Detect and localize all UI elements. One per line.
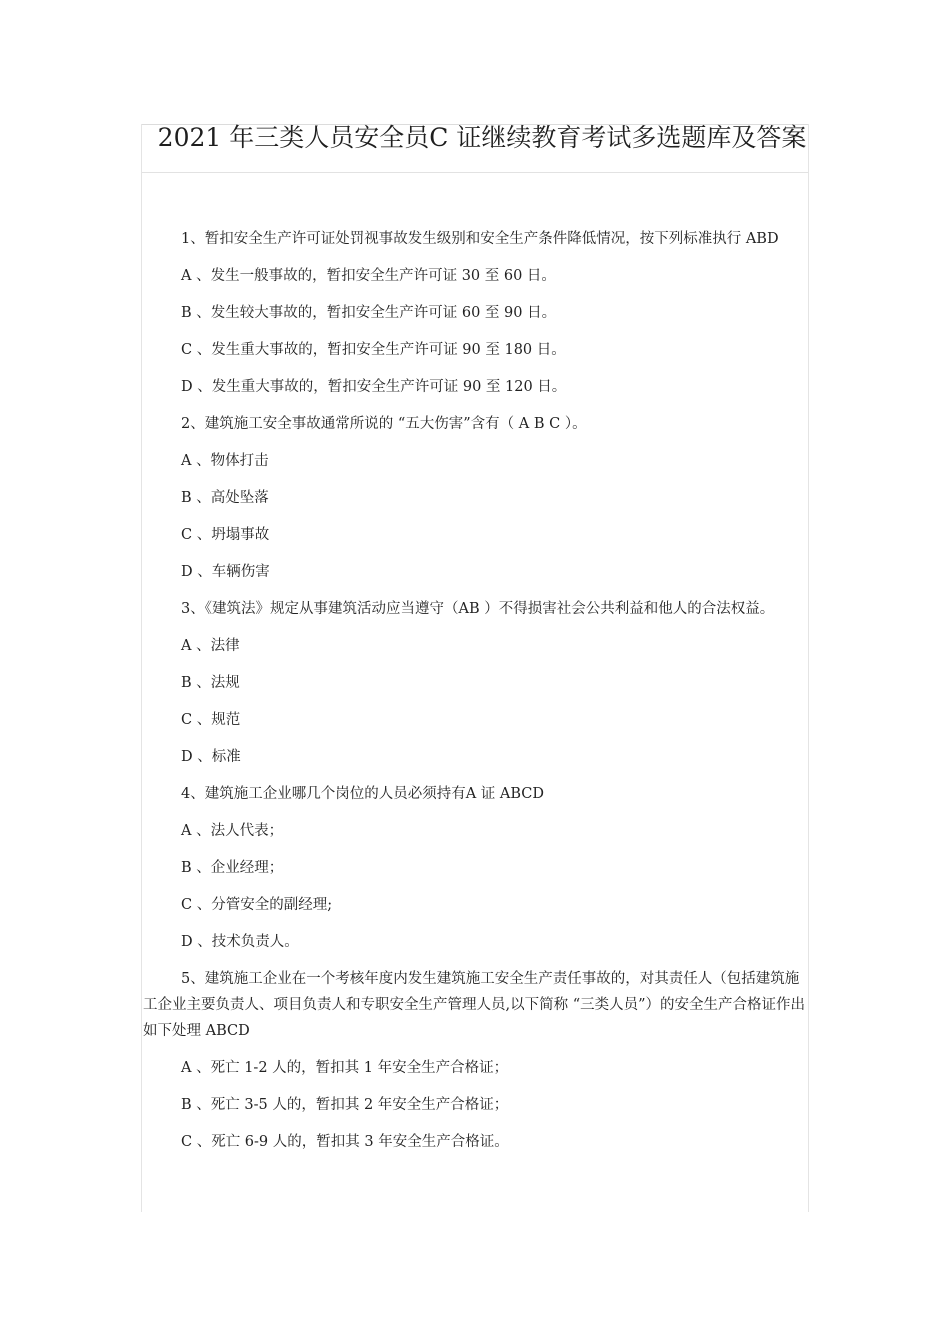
question-2-option-b: B 、高处坠落 <box>181 490 269 506</box>
question-4-option-b: B 、企业经理； <box>181 860 284 876</box>
question-5-option-b: B 、死亡 3-5 人的，暂扣其 2 年安全生产合格证； <box>181 1097 509 1113</box>
question-2-option-c: C 、坍塌事故 <box>181 527 270 543</box>
document-title: 2021 年三类人员安全员C 证继续教育考试多选题库及答案 <box>157 123 807 152</box>
question-3-option-b: B 、法规 <box>181 675 240 691</box>
question-1: 1、暂扣安全生产许可证处罚视事故发生级别和安全生产条件降低情况，按下列标准执行 ABD <box>181 231 779 247</box>
question-2-option-a: A 、物体打击 <box>181 453 269 469</box>
question-4-option-d: D 、技术负责人。 <box>181 934 299 950</box>
question-4-option-a: A 、法人代表； <box>181 823 284 839</box>
question-2-option-d: D 、车辆伤害 <box>181 564 270 580</box>
question-1-option-d: D 、发生重大事故的，暂扣安全生产许可证 90 至 120 日。 <box>181 379 567 395</box>
question-4-option-c: C 、分管安全的副经理; <box>181 897 333 913</box>
frame-title-divider <box>141 172 809 173</box>
question-5-option-c: C 、死亡 6-9 人的，暂扣其 3 年安全生产合格证。 <box>181 1134 509 1150</box>
question-3-option-c: C 、规范 <box>181 712 241 728</box>
question-3-option-d: D 、标准 <box>181 749 241 765</box>
question-4: 4、建筑施工企业哪几个岗位的人员必须持有A 证 ABCD <box>181 786 545 802</box>
question-5-option-a: A 、死亡 1-2 人的，暂扣其 1 年安全生产合格证； <box>181 1060 509 1076</box>
question-3-option-a: A 、法律 <box>181 638 240 654</box>
question-2: 2、建筑施工安全事故通常所说的 “五大伤害”含有（ A B C ）。 <box>181 416 587 432</box>
question-3: 3、《建筑法》规定从事建筑活动应当遵守（AB ）不得损害社会公共利益和他人的合法权益。 <box>181 601 775 617</box>
question-1-option-b: B 、发生较大事故的，暂扣安全生产许可证 60 至 90 日。 <box>181 305 557 321</box>
question-1-option-a: A 、发生一般事故的，暂扣安全生产许可证 30 至 60 日。 <box>181 268 556 284</box>
frame-right-border <box>808 124 809 1212</box>
document-body <box>143 226 807 1166</box>
question-5: 5、建筑施工企业在一个考核年度内发生建筑施工安全生产责任事故的，对其责任人（包括建筑施工企业主要负责人、项目负责人和专职安全生产管理人员,以下简称 “三类人员”）的安全生产合格证作出如下处理 ABCD <box>143 971 806 1039</box>
frame-left-border <box>141 124 142 1212</box>
question-1-option-c: C 、发生重大事故的，暂扣安全生产许可证 90 至 180 日。 <box>181 342 566 358</box>
